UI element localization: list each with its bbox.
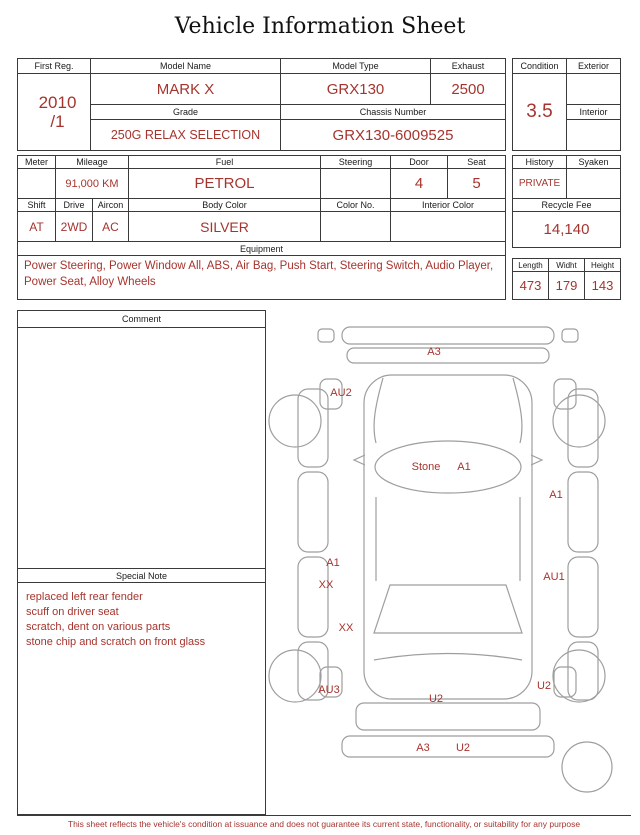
rear-bumper-shape xyxy=(342,736,554,757)
damage-label: A3 xyxy=(416,742,430,754)
chassis-number-value: GRX130-6009525 xyxy=(281,120,506,151)
registration-table xyxy=(17,58,506,151)
color-no-value xyxy=(321,212,391,242)
damage-label: A1 xyxy=(457,461,471,473)
damage-label: XX xyxy=(338,622,354,634)
specs-table-row2 xyxy=(17,199,506,242)
damage-label: A1 xyxy=(549,489,563,501)
damage-label: AU2 xyxy=(330,387,352,399)
damage-label: Stone xyxy=(411,461,441,473)
model-name-label: Model Name xyxy=(91,59,281,74)
comment-box xyxy=(17,310,266,815)
spare-tire-shape xyxy=(562,742,612,792)
front-panel-shape xyxy=(347,348,549,363)
damage-label: A1 xyxy=(326,557,340,569)
right-front-door-shape xyxy=(568,472,598,552)
damage-label: U2 xyxy=(536,680,552,692)
rear-glass-shape xyxy=(374,585,522,633)
meter-value xyxy=(18,169,56,199)
aircon-value: AC xyxy=(93,212,129,242)
trunk-lid-shape xyxy=(356,703,540,730)
mileage-label: Mileage xyxy=(56,156,129,169)
door-value: 4 xyxy=(391,169,448,199)
wheel-front-left xyxy=(269,395,321,447)
front-bumper-shape xyxy=(342,327,554,344)
hood-crease-right xyxy=(513,378,522,443)
disclaimer-text: This sheet reflects the vehicle's condition at issuance and does not guarantee its current state, functionality, or suitability for any purpose xyxy=(17,815,631,829)
car-body-shape xyxy=(364,375,532,699)
model-type-value: GRX130 xyxy=(281,74,431,105)
steering-value xyxy=(321,169,391,199)
special-note-line: stone chip and scratch on front glass xyxy=(26,635,206,648)
condition-label: Condition xyxy=(513,59,567,74)
door-label: Door xyxy=(391,156,448,169)
damage-label: XX xyxy=(318,579,334,591)
right-rear-door-shape xyxy=(568,557,598,637)
damage-label: AU3 xyxy=(318,684,340,696)
history-label: History xyxy=(513,156,567,169)
width-label: Widht xyxy=(549,259,585,272)
front-left-light-shape xyxy=(318,329,334,342)
first-reg-year: 2010 xyxy=(38,92,77,112)
recycle-fee-value: 14,140 xyxy=(513,212,621,248)
first-reg-month: /1 xyxy=(50,112,65,131)
exhaust-label: Exhaust xyxy=(431,59,506,74)
hood-crease-left xyxy=(374,378,383,443)
length-value: 473 xyxy=(513,272,549,300)
drive-value: 2WD xyxy=(56,212,93,242)
specs-table-row1 xyxy=(17,155,506,199)
body-color-value: SILVER xyxy=(129,212,321,242)
damage-label: U2 xyxy=(455,742,471,754)
height-label: Height xyxy=(585,259,621,272)
mileage-value: 91,000 KM xyxy=(56,169,129,199)
model-type-label: Model Type xyxy=(281,59,431,74)
length-label: Length xyxy=(513,259,549,272)
height-value: 143 xyxy=(585,272,621,300)
special-note-line: scuff on driver seat xyxy=(26,605,119,618)
first-reg-value xyxy=(18,74,91,151)
left-mirror-shape xyxy=(354,455,365,465)
condition-table xyxy=(512,58,621,151)
body-color-label: Body Color xyxy=(129,199,321,212)
trunk-crease xyxy=(374,654,522,661)
front-right-light-shape xyxy=(562,329,578,342)
interior-value xyxy=(567,120,621,151)
front-right-corner-shape xyxy=(554,379,576,409)
color-no-label: Color No. xyxy=(321,199,391,212)
damage-labels xyxy=(318,346,564,754)
comment-label: Comment xyxy=(18,311,265,328)
special-note-label: Special Note xyxy=(18,568,265,583)
special-note-line: replaced left rear fender xyxy=(26,591,143,603)
grade-label: Grade xyxy=(91,105,281,120)
car-outline-shapes xyxy=(269,327,612,792)
damage-label: A3 xyxy=(427,346,441,358)
recycle-fee-label: Recycle Fee xyxy=(513,199,621,212)
interior-color-label: Interior Color xyxy=(391,199,506,212)
exhaust-value: 2500 xyxy=(431,74,506,105)
shift-value: AT xyxy=(18,212,56,242)
windshield-shape xyxy=(375,441,521,493)
steering-label: Steering xyxy=(321,156,391,169)
car-damage-diagram xyxy=(268,315,632,805)
fuel-value: PETROL xyxy=(129,169,321,199)
aircon-label: Aircon xyxy=(93,199,129,212)
condition-value: 3.5 xyxy=(513,74,567,151)
syaken-value xyxy=(567,169,621,199)
dimensions-table xyxy=(512,258,621,300)
special-note-line: scratch, dent on various parts xyxy=(26,620,171,633)
exterior-value xyxy=(567,74,621,105)
shift-label: Shift xyxy=(18,199,56,212)
rear-right-corner-shape xyxy=(554,667,576,697)
interior-label: Interior xyxy=(567,105,621,120)
left-front-door-shape xyxy=(298,472,328,552)
grade-value: 250G RELAX SELECTION xyxy=(91,120,281,151)
special-note-text xyxy=(18,585,265,654)
model-name-value: MARK X xyxy=(91,74,281,105)
wheel-rear-right xyxy=(553,650,605,702)
equipment-label: Equipment xyxy=(17,242,506,256)
left-front-fender-shape xyxy=(298,389,328,467)
damage-label: AU1 xyxy=(543,571,565,583)
history-table xyxy=(512,155,621,248)
right-mirror-shape xyxy=(531,455,542,465)
right-front-fender-shape xyxy=(568,389,598,467)
damage-label: U2 xyxy=(428,693,444,705)
wheel-front-right xyxy=(553,395,605,447)
chassis-number-label: Chassis Number xyxy=(281,105,506,120)
left-rear-door-shape xyxy=(298,557,328,637)
interior-color-value xyxy=(391,212,506,242)
wheel-rear-left xyxy=(269,650,321,702)
seat-value: 5 xyxy=(448,169,506,199)
history-value: PRIVATE xyxy=(513,169,567,199)
syaken-label: Syaken xyxy=(567,156,621,169)
first-reg-label: First Reg. xyxy=(18,59,91,74)
page-title: Vehicle Information Sheet xyxy=(174,14,466,39)
drive-label: Drive xyxy=(56,199,93,212)
meter-label: Meter xyxy=(18,156,56,169)
equipment-text: Power Steering, Power Window All, ABS, Air Bag, Push Start, Steering Switch, Audio Player, Power Seat, Alloy Wheels xyxy=(17,256,506,300)
seat-label: Seat xyxy=(448,156,506,169)
fuel-label: Fuel xyxy=(129,156,321,169)
width-value: 179 xyxy=(549,272,585,300)
exterior-label: Exterior xyxy=(567,59,621,74)
